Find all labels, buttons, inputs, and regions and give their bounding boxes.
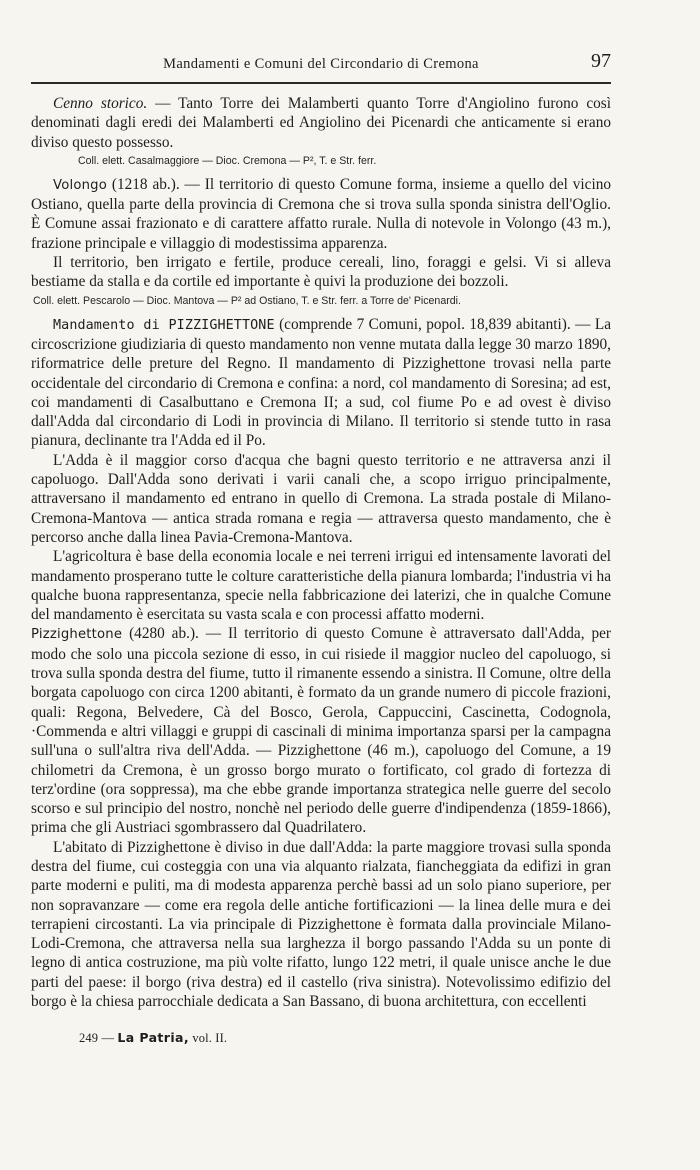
volongo-territory-paragraph: Il territorio, ben irrigato e fertile, produce cereali, lino, foraggi e gelsi. Vi si alleva bestiame da stalla e da cortile ed importante è quivi la produzione dei bozzoli. — [31, 254, 611, 291]
volongo-heading: Volongo — [53, 177, 107, 193]
cenno-storico-paragraph — [31, 94, 611, 152]
footer-volume: vol. II. — [192, 1031, 228, 1045]
cenno-storico-text: — Tanto Torre dei Malamberti quanto Torre d'Angiolino furono così denominati dagli eredi dei Malamberti ed Angiolino dei Picenardi che anticamente si erano diviso questo possesso. — [31, 95, 611, 151]
running-title: Mandamenti e Comuni del Circondario di Cremona — [163, 56, 479, 72]
mandamento-heading: Mandamento di PIZZIGHETTONE — [53, 317, 275, 333]
page-header — [31, 52, 611, 84]
page-body — [31, 94, 611, 1011]
cenno-storico-label: Cenno storico. — [53, 95, 148, 112]
adda-paragraph: L'Adda è il maggior corso d'acqua che bagni questo territorio e ne attraversa anzi il capoluogo. Dall'Adda sono derivati i varii canali che, a scopo irriguo principalmente, attraversano il mandamento ed entrano in quello di Cremona. La strada postale di Milano-Cremona-Mantova — antica strada romana e regia — attraversa questo mandamento, che è percorso anche dalla linea Pavia-Cremona-Mantova. — [31, 451, 611, 546]
page — [31, 52, 611, 1011]
pizzighettone-heading: Pizzighettone — [31, 627, 123, 643]
page-footer — [79, 1030, 227, 1046]
mandamento-text: (comprende 7 Comuni, popol. 18,839 abitanti). — La circoscrizione giudiziaria di questo mandamento non venne mutata dalla legge 30 marzo 1890, riformatrice delle preture del Regno. Il mandamento di Pizzighettone trovasi nella parte occidentale del circondario di Cremona e confina: a nord, col mandamento di Soresina; ad est, coi mandamenti di Casalbuttano e Cremona II; a sud, col fiume Po e ad ovest è diviso dall'Adda dal circondario di Lodi in provincia di Milano. Il territorio si stende tutto in rasa pianura, declinante tra l'Adda ed il Po. — [31, 315, 611, 450]
footer-signature: 249 — — [79, 1031, 115, 1045]
pizzighettone-text: (4280 ab.). — Il territorio di questo Comune è attraversato dall'Adda, per modo che solo una piccola sezione di esso, in cui risiede il maggior nucleo del capoluogo, si trova sulla sponda destra del fiume, tutto il rimanente essendo a sinistra. Il Comune, oltre della borgata capoluogo con circa 1200 abitanti, è formato da un grande numero di piccole frazioni, quali: Regona, Belvedere, Cà del Bosco, Gerola, Cappuccini, Cascinetta, Codognola, ·Commenda e altri villaggi e gruppi di cascinali di minima importanza sparsi per la campagna sull'una o sull'altra riva dell'Adda. — Pizzighettone (46 m.), capoluogo del Comune, a 19 chilometri da Cremona, è un grosso borgo murato o fortificato, col grado di fortezza di terz'ordine (ora soppressa), ma che ebbe grande importanza strategica nelle guerre del secolo scorso e sul principio del nostro, nonchè nel periodo delle guerre d'indipendenza (1859-1866), prima che gli Austriaci sgombrassero dal Quadrilatero. — [31, 625, 611, 837]
electoral-note-torre: Coll. elett. Casalmaggiore — Dioc. Cremona — P², T. e Str. ferr. — [78, 154, 377, 167]
agricoltura-paragraph: L'agricoltura è base della economia locale e nei terreni irrigui ed intensamente lavorati del mandamento prosperano tutte le colture caratteristiche della pianura lombarda; l'industria vi ha qualche buona rappresentanza, specie nella fabbricazione dei laterizi, che in qualche Comune del mandamento è esercitata su vasta scala e con processi affatto moderni. — [31, 548, 611, 624]
abitato-paragraph: L'abitato di Pizzighettone è diviso in due dall'Adda: la parte maggiore trovasi sulla sponda destra del fiume, cui costeggia con una via alquanto rialzata, fiancheggiata da edifizi in gran parte moderni e puliti, ma di modesta apparenza perchè bassi ad un solo piano superiore, per non sopravanzare — come era regola delle antiche fortificazioni — la linea delle mura e dei terrapieni circostanti. La via principale di Pizzighettone è formata dalla provinciale Milano-Lodi-Cremona, che attraversa nella sua larghezza il borgo passando l'Adda su un ponte di legno di antica costruzione, ma più volte rifatto, lungo 122 metri, il quale unisce anche le due parti del paese: il borgo (riva destra) ed il castello (riva sinistra). Notevolissimo edifizio del borgo è la chiesa parrocchiale dedicata a San Bassano, di buona architettura, con eccellenti — [31, 838, 611, 1011]
volongo-paragraph — [31, 175, 611, 253]
footer-publication-title: La Patria, — [117, 1030, 190, 1045]
volongo-text: (1218 ab.). — Il territorio di questo Comune forma, insieme a quello del vicino Ostiano, quella parte della provincia di Cremona che si trova sulla sponda sinistra dell'Oglio. È Comune assai frazionato e di carattere affatto rurale. Nulla di notevole in Volongo (43 m.), frazione principale e villaggio di modestissima apparenza. — [31, 175, 611, 252]
mandamento-paragraph — [31, 315, 611, 451]
electoral-note-volongo: Coll. elett. Pescarolo — Dioc. Mantova — P² ad Ostiano, T. e Str. ferr. a Torre de' Picenardi. — [33, 294, 461, 307]
pizzighettone-paragraph — [31, 624, 611, 837]
page-number: 97 — [591, 50, 611, 72]
